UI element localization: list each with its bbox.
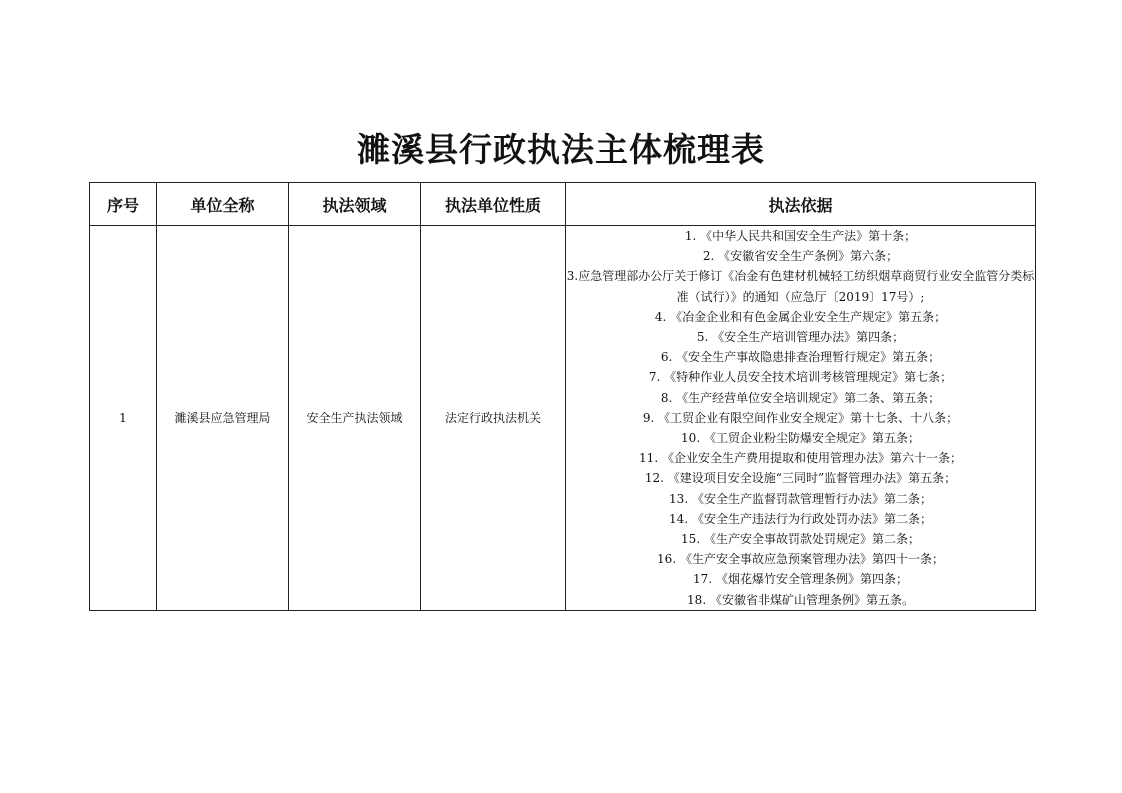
basis-item-18: 18. 《安徽省非煤矿山管理条例》第五条。: [687, 592, 914, 607]
basis-item-11: 11. 《企业安全生产费用提取和使用管理办法》第六十一条；: [639, 451, 962, 466]
basis-item-10: 10. 《工贸企业粉尘防爆安全规定》第五条；: [681, 431, 920, 446]
header-domain: 执法领域: [289, 183, 421, 226]
basis-item-2: 2. 《安徽省安全生产条例》第六条；: [702, 249, 899, 264]
cell-basis: [566, 226, 1036, 611]
basis-item-17: 17. 《烟花爆竹安全管理条例》第四条；: [693, 572, 908, 587]
basis-item-14: 14. 《安全生产违法行为行政处罚办法》第二条；: [669, 511, 932, 526]
basis-item-1: 1. 《中华人民共和国安全生产法》第十条；: [684, 229, 917, 243]
header-unit: 单位全称: [157, 183, 289, 226]
basis-item-16: 16. 《生产安全事故应急预案管理办法》第四十一条；: [657, 552, 944, 567]
basis-item-3: 3.应急管理部办公厅关于修订《冶金有色建材机械轻工纺织烟草商贸行业安全监管分类标准（试行）》的通知（应急厅〔2019〕17号）;: [566, 269, 1035, 304]
basis-item-9: 9. 《工贸企业有限空间作业安全规定》第十七条、十八条；: [642, 410, 959, 425]
cell-seq: 1: [90, 226, 157, 611]
cell-domain: 安全生产执法领域: [289, 226, 421, 611]
basis-item-13: 13. 《安全生产监督罚款管理暂行办法》第二条；: [669, 491, 932, 506]
table-row: [90, 226, 1036, 611]
entity-table: [89, 182, 1036, 611]
header-basis: 执法依据: [566, 183, 1036, 226]
table-header-row: [90, 183, 1036, 226]
cell-nature: 法定行政执法机关: [421, 226, 566, 611]
basis-item-6: 6. 《安全生产事故隐患排查治理暂行规定》第五条；: [660, 350, 941, 365]
basis-item-15: 15. 《生产安全事故罚款处罚规定》第二条；: [681, 532, 920, 547]
cell-unit: 濉溪县应急管理局: [157, 226, 289, 611]
header-nature: 执法单位性质: [421, 183, 566, 226]
basis-item-12: 12. 《建设项目安全设施“三同时”监督管理办法》第五条；: [644, 471, 957, 486]
basis-item-4: 4. 《冶金企业和有色金属企业安全生产规定》第五条；: [654, 309, 947, 324]
header-seq: 序号: [90, 183, 157, 226]
basis-item-5: 5. 《安全生产培训管理办法》第四条；: [696, 330, 905, 345]
basis-item-8: 8. 《生产经营单位安全培训规定》第二条、第五条；: [660, 390, 941, 405]
basis-item-7: 7. 《特种作业人员安全技术培训考核管理规定》第七条；: [648, 370, 953, 385]
document-title: 濉溪县行政执法主体梳理表: [357, 130, 765, 169]
